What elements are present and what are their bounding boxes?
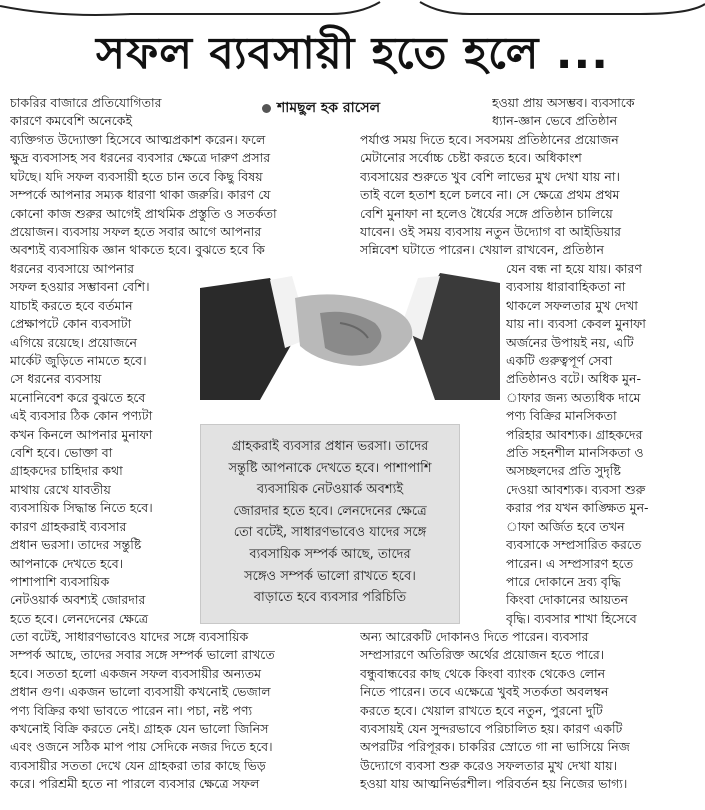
pull-quote-line: ব্যবসায়িক নেটওয়ার্ক অবশ্যই [256, 482, 404, 498]
article-text-line: সম্পর্ক আছে, তাদের সবার সঙ্গে সম্পর্ক ভালো রাখতে [10, 647, 275, 663]
article-text-line: যায় না। ব্যবসা কেবল মুনাফা [506, 316, 646, 332]
column-left-wide [10, 131, 355, 260]
article-text-line: পণ্য বিক্রির কথা ভাবতে পারেন না। পচা, নষ্ট পণ্য [10, 702, 253, 718]
article-text-line: হওয়া যায় আত্মনির্ভরশীল। পরিবর্তন হয় নিজের ভাগ্য। [360, 776, 628, 792]
article-text-line: প্রতিষ্ঠানও বটে। অধিক মুন- [506, 371, 641, 387]
article-text-line: সে ধরনের ব্যবসায় [10, 371, 102, 387]
article-text-line: আপনাকে দেখতে হবে। [10, 555, 124, 571]
article-text-line: হওয়া প্রায় অসম্ভব। ব্যবসাকে [492, 95, 635, 110]
column-left-bottom [10, 628, 355, 794]
article-text-line: কারণ গ্রাহকরাই ব্যবসার [10, 518, 127, 534]
article-text-line: থাকলে সফলতার মুখ দেখা [506, 297, 638, 313]
article-text-line: নিতে পারেন। তবে এক্ষেত্রে খুবই সতর্কতা অবলম্বন [360, 684, 609, 700]
article-text-line: মেটানোর সর্বোচ্চ চেষ্টা করতে হবে। অধিকাংশ [360, 150, 582, 166]
pull-quote-line: গ্রাহকরাই ব্যবসার প্রধান ভরসা। তাদের [231, 439, 429, 454]
article-text-line: কোনো কাজ শুরুর আগেই প্রাথমিক প্রস্তুতি ও সতর্কতা [10, 205, 277, 221]
column-right-top [492, 94, 702, 131]
article-text-line: একটি গুরুত্বপূর্ণ সেবা [506, 353, 613, 369]
article-text-line: সম্পর্কে আপনার সম্যক ধারণা থাকা জরুরি। কারণ যে [10, 187, 271, 203]
pull-quote [210, 436, 450, 609]
column-right-wide [360, 131, 700, 260]
pull-quote-line: জোরদার হতে হবে। লেনদেনের ক্ষেত্রে [233, 503, 427, 519]
article-text-line: প্রধান গুণ। একজন ভালো ব্যবসায়ী কখনোই ভেজাল [10, 684, 271, 700]
article-text-line: যাচাই করতে হবে বর্তমান [10, 297, 133, 313]
column-left-narrow [10, 260, 198, 628]
column-right-narrow [506, 260, 702, 628]
article-text-line: প্রেক্ষাপটে কোন ব্যবসাটা [10, 316, 132, 332]
pull-quote-line: তো বটেই, সাধারণভাবেও যাদের সঙ্গে [233, 525, 427, 541]
column-right-bottom [360, 628, 700, 794]
article-text-line: গ্রাহকদের চাহিদার কথা [10, 463, 123, 479]
article-text-line: যেন বন্ধ না হয়ে যায়। কারণ [506, 261, 642, 276]
author-name: শামছুল হক রাসেল [277, 100, 380, 116]
article-text-line: তো বটেই, সাধারণভাবেও যাদের সঙ্গে ব্যবসায়িক [10, 629, 249, 644]
article-text-line: ব্যক্তিগত উদ্যোক্তা হিসেবে আত্মপ্রকাশ করেন। ফলে [10, 132, 266, 147]
article-text-line: াফা অর্জিত হবে তখন [506, 518, 625, 534]
article-text-line: ব্যবসায়ই যেন সুন্দরভাবে পরিচালিত হয়। কারণ একটি [360, 721, 623, 737]
article-text-line: বেশি হবে। ভোক্তা বা [10, 445, 113, 461]
author-byline [262, 96, 380, 120]
article-text-line: প্রধান ভরসা। তাদের সন্তুষ্টি [10, 537, 142, 553]
article-text-line: এই ব্যবসার ঠিক কোন পণ্যটা [10, 408, 153, 424]
article-text-line: অবশ্যই ব্যবসায়িক জ্ঞান থাকতে হবে। বুঝতে হবে কি [10, 242, 265, 258]
article-text-line: প্রয়োজন। ব্যবসায় সফল হতে সবার আগে আপনার [10, 224, 262, 240]
article-text-line: দেওয়া আবশ্যক। ব্যবসা শুরু [506, 481, 646, 497]
article-text-line: বন্ধুবান্ধবের কাছ থেকে কিংবা ব্যাংক থেকেও লোন [360, 665, 606, 681]
article-text-line: পণ্য বিক্রির মানসিকতা [506, 408, 617, 424]
article-text-line: চাকরির বাজারে প্রতিযোগিতার [10, 95, 162, 110]
article-text-line: করে। পরিশ্রমী হতে না পারলে ব্যবসার ক্ষেত্রে সফল [10, 776, 260, 792]
article-text-line: ব্যবসায়ের শুরুতে খুব বেশি লাভের মুখ দেখা যায় না। [360, 168, 620, 184]
pull-quote-line: ব্যবসায়িক সম্পর্ক আছে, তাদের [249, 546, 411, 562]
article-text-line: হতে হবে। লেনদেনের ক্ষেত্রে [10, 610, 149, 626]
article-text-line: ধরনের ব্যবসায়ে আপনার [10, 261, 135, 276]
article-text-line: ক্ষুদ্র ব্যবসাসহ সব ধরনের ব্যবসার ক্ষেত্রে দারুণ প্রসার [10, 150, 271, 166]
article-text-line: ধ্যান-জ্ঞান ভেবে প্রতিষ্ঠান [492, 113, 618, 129]
article-text-line: মাথায় রেখে যাবতীয় [10, 481, 111, 497]
article-text-line: াফার জন্য অত্যধিক দামে [506, 389, 641, 405]
article-text-line: ব্যবসাকে সম্প্রসারিত করতে [506, 537, 642, 553]
bullet-icon [262, 104, 271, 113]
article-text-line: ব্যবসায়ীর সততা দেখে যেন গ্রাহকরা তার কাছে ভিড় [10, 757, 266, 773]
article-text-line: হবে। সততা হলো একজন সফল ব্যবসায়ীর অন্যতম [10, 665, 262, 681]
article-text-line: ব্যবসায়িক সিদ্ধান্ত নিতে হবে। [10, 500, 153, 516]
article-text-line: তাই বলে হতাশ হলে চলবে না। সে ক্ষেত্রে প্রথম প্রথম [360, 187, 620, 203]
article-text-line: করার পর যখন কাঙ্ক্ষিত মুন- [506, 500, 649, 516]
pull-quote-line: সন্তুষ্টি আপনাকে দেখতে হবে। পাশাপাশি [228, 460, 432, 476]
article-text-line: পারেন। এ সম্প্রসারণ হতে [506, 555, 634, 571]
article-text-line: সফল হওয়ার সম্ভাবনা বেশি। [10, 279, 150, 295]
article-text-line: বেশি মুনাফা না হলেও ধৈর্যের সঙ্গে প্রতিষ্ঠান চালিয়ে [360, 205, 613, 221]
article-text-line: কিংবা দোকানের আয়তন [506, 592, 629, 608]
article-text-line: এবং ওজনে সঠিক মাপ পায় সেদিকে নজর দিতে হবে। [10, 739, 273, 755]
article-text-line: এগিয়ে রয়েছে। প্রয়োজনে [10, 334, 137, 350]
article-text-line: পাশাপাশি ব্যবসায়িক [10, 573, 110, 589]
article-text-line: মার্কেট জুড়িতে নামতে হবে। [10, 353, 147, 369]
article-text-line: অপরটির পরিপূরক। চাকরির স্রোতে গা না ভাসিয়ে নিজ [360, 739, 630, 755]
article-text-line: যাবেন। ওই সময় ব্যবসায় নতুন উদ্যোগ বা আইডিয়ার [360, 224, 621, 240]
article-text-line: প্রতি সহনশীল মানসিকতা ও [506, 445, 644, 461]
article-text-line: ব্যবসায় ধারাবাহিকতা না [506, 279, 626, 295]
article-text-line: কখনোই বিক্রি করতে নেই। গ্রাহক যেন ভালো জিনিস [10, 721, 269, 737]
article-text-line: বৃদ্ধি। ব্যবসার শাখা হিসেবে [506, 610, 637, 626]
article-text-line: কখন কিনলে আপনার মুনাফা [10, 426, 153, 442]
article-text-line: পর্যাপ্ত সময় দিতে হবে। সবসময় প্রতিষ্ঠানের প্রয়োজন [360, 132, 619, 147]
article-text-line: উদ্যোগে ব্যবসা শুরু করেও সফলতার মুখ দেখা যায়। [360, 757, 618, 773]
article-text-line: অর্জনের উপায়ই নয়, এটি [506, 334, 634, 350]
article-text-line: মনোনিবেশ করে বুঝতে হবে [10, 389, 146, 405]
top-border-decoration [0, 0, 705, 20]
article-text-line: নেটওয়ার্ক অবশ্যই জোরদার [10, 592, 146, 608]
handshake-image [200, 268, 500, 400]
article-text-line: পারে দোকানে দ্রব্য বৃদ্ধি [506, 573, 621, 589]
article-text-line: করতে হবে। খেয়াল রাখতে হবে নতুন, পুরনো দুটি [360, 702, 603, 718]
article-text-line: কারণে কমবেশি অনেকেই [10, 113, 132, 129]
article-text-line: পরিহার আবশ্যক। গ্রাহকদের [506, 426, 643, 442]
article-text-line: অন্য আরেকটি দোকানও দিতে পারেন। ব্যবসার [360, 629, 589, 644]
column-left-top [10, 94, 250, 131]
article-text-line: ঘটছে। যদি সফল ব্যবসায়ী হতে চান তবে কিছু বিষয় [10, 168, 263, 184]
article-text-line: সম্প্রসারণে অতিরিক্ত অর্থের প্রয়োজন হতে পারে। [360, 647, 605, 663]
article-text-line: অসচ্ছলদের প্রতি সুদৃষ্টি [506, 463, 621, 479]
article-text-line: সন্নিবেশ ঘটাতে পারেন। খেয়াল রাখবেন, প্রতিষ্ঠান [360, 242, 604, 258]
pull-quote-line: বাড়াতে হবে ব্যবসার পরিচিতি [253, 590, 407, 606]
article-headline: সফল ব্যবসায়ী হতে হলে ... [96, 28, 609, 79]
pull-quote-line: সঙ্গেও সম্পর্ক ভালো রাখতে হবে। [244, 568, 416, 584]
